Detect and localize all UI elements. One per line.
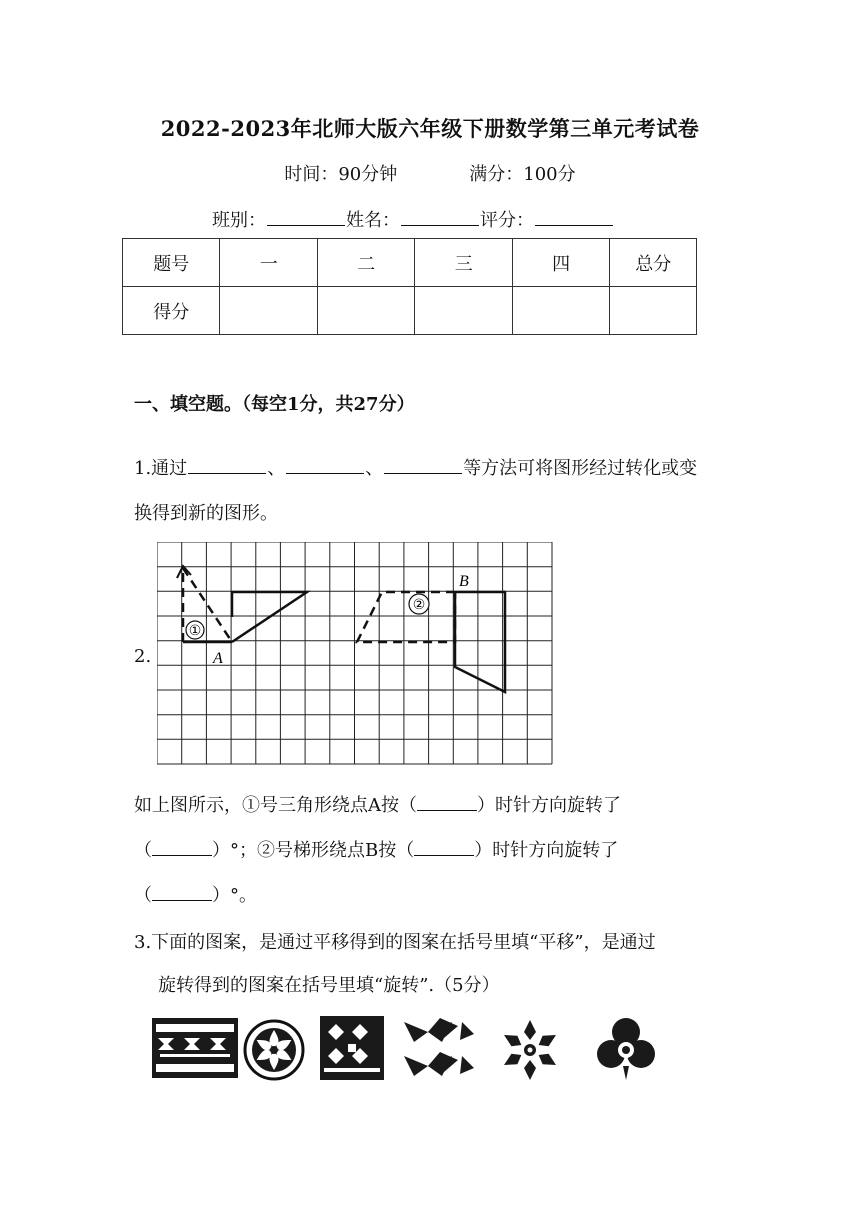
- q2-text: （: [134, 840, 152, 861]
- pattern-border-strip: [152, 1018, 238, 1078]
- score-cell[interactable]: [512, 287, 609, 335]
- header-cell: 总分: [610, 239, 697, 287]
- pattern-butterflies: [404, 1018, 474, 1076]
- q2-text: 如上图所示，①号三角形绕点A按（: [134, 795, 417, 816]
- class-label: 班别：: [212, 210, 266, 231]
- question-2-line2: [134, 836, 618, 862]
- q1-prefix: 1.通过: [134, 458, 188, 479]
- header-cell: 四: [512, 239, 609, 287]
- label-1: ①: [188, 623, 202, 639]
- trapezoid-dashed: [357, 592, 455, 642]
- q1-sep: 、: [267, 458, 286, 479]
- point-a-label: A: [213, 650, 223, 667]
- pattern-images: [150, 1014, 670, 1084]
- score-cell[interactable]: [317, 287, 414, 335]
- q2-blank-4[interactable]: [152, 884, 212, 901]
- score-table-score-row: [123, 287, 697, 335]
- question-3-line2: 旋转得到的图案在括号里填“旋转”.（5分）: [158, 975, 500, 996]
- score-table: [122, 238, 697, 335]
- triangle-rotated: [232, 592, 307, 642]
- exam-meta: [0, 160, 860, 186]
- time-label: 时间：90分钟: [284, 164, 398, 185]
- row-label: 得分: [123, 287, 220, 335]
- score-table-header-row: [123, 239, 697, 287]
- rotation-grid-figure: [157, 542, 557, 768]
- q2-blank-1[interactable]: [417, 794, 477, 811]
- section-heading: 一、填空题。（每空1分，共27分）: [134, 394, 415, 415]
- pattern-medallion: [245, 1021, 303, 1079]
- question-3-line1: 3.下面的图案，是通过平移得到的图案在括号里填“平移”，是通过: [134, 932, 656, 953]
- pattern-snowflake: [501, 1020, 559, 1080]
- header-cell: 一: [220, 239, 317, 287]
- q2-text: ）时针方向旋转了: [474, 840, 619, 861]
- student-info: [212, 206, 614, 232]
- question-2-line1: [134, 791, 621, 817]
- score-cell[interactable]: [415, 287, 512, 335]
- q2-text: （: [134, 885, 152, 906]
- header-cell: 二: [317, 239, 414, 287]
- q2-text: ）°；②号梯形绕点B按（: [212, 840, 415, 861]
- trapezoid-rotated: [455, 592, 505, 692]
- score-cell[interactable]: [220, 287, 317, 335]
- question-2-line3: [134, 881, 257, 907]
- point-b-label: B: [459, 573, 469, 590]
- question-1: [134, 454, 697, 480]
- q2-blank-3[interactable]: [414, 839, 474, 856]
- name-blank[interactable]: [401, 207, 479, 226]
- question-2-number: 2.: [134, 646, 152, 667]
- header-cell: 题号: [123, 239, 220, 287]
- q1-suffix: 等方法可将图形经过转化或变: [463, 458, 698, 479]
- q2-text: ）°。: [212, 885, 257, 906]
- pattern-flower: [597, 1018, 655, 1080]
- q2-text: ）时针方向旋转了: [477, 795, 621, 816]
- q1-blank-3[interactable]: [384, 455, 462, 474]
- score-blank[interactable]: [535, 207, 613, 226]
- header-cell: 三: [415, 239, 512, 287]
- q1-blank-2[interactable]: [286, 455, 364, 474]
- name-label: 姓名：: [346, 210, 400, 231]
- score-label: 评分：: [480, 210, 534, 231]
- pattern-lattice: [320, 1016, 384, 1080]
- question-1-line2: 换得到新的图形。: [134, 503, 278, 524]
- q2-blank-2[interactable]: [152, 839, 212, 856]
- q1-blank-1[interactable]: [188, 455, 266, 474]
- q1-sep: 、: [365, 458, 384, 479]
- page-title: 2022-2023年北师大版六年级下册数学第三单元考试卷: [160, 116, 700, 141]
- label-2: ②: [412, 597, 426, 613]
- score-cell[interactable]: [610, 287, 697, 335]
- class-blank[interactable]: [267, 207, 345, 226]
- full-score-label: 满分：100分: [469, 164, 576, 185]
